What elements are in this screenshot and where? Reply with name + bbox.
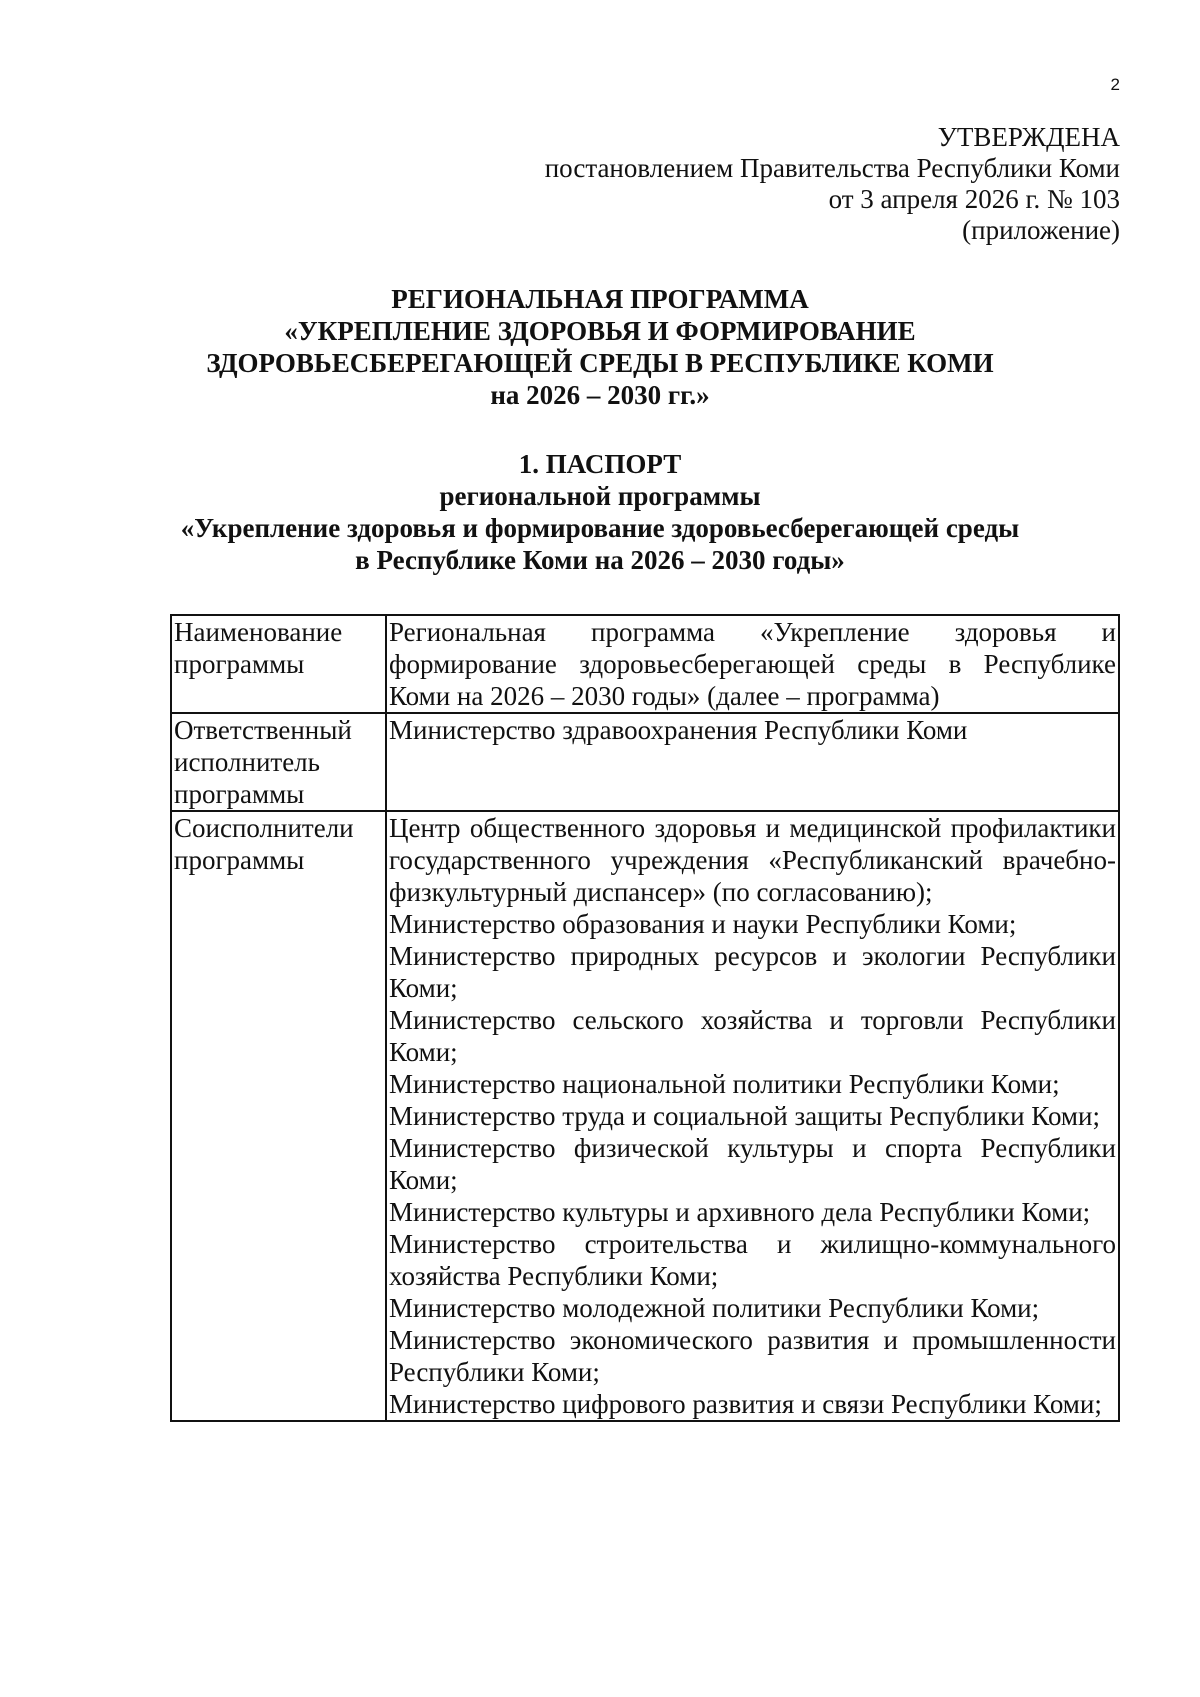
approval-authority: постановлением Правительства Республики Коми — [544, 153, 1120, 183]
coexecutor-item: Министерство образования и науки Республики Коми; — [389, 909, 1017, 939]
coexecutors-list — [386, 811, 1119, 1421]
passport-heading — [120, 448, 1080, 576]
coexecutor-item: Министерство культуры и архивного дела Республики Коми; — [389, 1197, 1091, 1227]
row-label: Наименование программы — [171, 615, 386, 713]
program-title-line: на 2026 – 2030 гг.» — [490, 380, 710, 410]
table-row — [171, 615, 1119, 713]
approval-date-number: от 3 апреля 2026 г. № 103 — [828, 184, 1120, 214]
approval-block — [420, 122, 1120, 246]
coexecutor-item: Министерство национальной политики Республики Коми; — [389, 1069, 1060, 1099]
coexecutor-item: Министерство труда и социальной защиты Республики Коми; — [389, 1101, 1100, 1131]
coexecutor-item: Министерство строительства и жилищно-коммунального хозяйства Республики Коми; — [389, 1229, 1116, 1291]
coexecutor-item: Министерство природных ресурсов и экологии Республики Коми; — [389, 941, 1116, 1003]
passport-section-title: 1. ПАСПОРТ — [518, 449, 682, 479]
program-title-line: «УКРЕПЛЕНИЕ ЗДОРОВЬЯ И ФОРМИРОВАНИЕ — [284, 316, 916, 346]
page-number: 2 — [1110, 75, 1120, 94]
approval-status: УТВЕРЖДЕНА — [937, 122, 1120, 152]
coexecutor-item: Министерство сельского хозяйства и торговли Республики Коми; — [389, 1005, 1116, 1067]
program-title-line: РЕГИОНАЛЬНАЯ ПРОГРАММА — [391, 284, 809, 314]
coexecutor-item: Министерство молодежной политики Республики Коми; — [389, 1293, 1040, 1323]
program-title — [120, 283, 1080, 411]
row-value: Региональная программа «Укрепление здоровья и формирование здоровьесберегающей среды в Республике Коми на 2026 – 2030 годы» (далее – программа) — [386, 615, 1119, 713]
coexecutor-item: Министерство экономического развития и промышленности Республики Коми; — [389, 1325, 1116, 1387]
row-label: Соисполнители программы — [171, 811, 386, 1421]
passport-program-name: «Укрепление здоровья и формирование здоровьесберегающей среды — [180, 513, 1020, 543]
coexecutor-item: Министерство физической культуры и спорта Республики Коми; — [389, 1133, 1116, 1195]
coexecutor-item: Министерство цифрового развития и связи Республики Коми; — [389, 1389, 1102, 1419]
passport-program-name: в Республике Коми на 2026 – 2030 годы» — [355, 545, 845, 575]
row-value: Министерство здравоохранения Республики Коми — [386, 713, 1119, 811]
approval-attachment-note: (приложение) — [962, 215, 1120, 245]
program-title-line: ЗДОРОВЬЕСБЕРЕГАЮЩЕЙ СРЕДЫ В РЕСПУБЛИКЕ КОМИ — [206, 348, 994, 378]
table-row — [171, 713, 1119, 811]
row-label: Ответственный исполнитель программы — [171, 713, 386, 811]
coexecutor-item: Центр общественного здоровья и медицинской профилактики государственного учреждения «Республиканский врачебно-физкультурный диспансер» (по согласованию); — [389, 813, 1116, 907]
passport-subtitle: региональной программы — [439, 481, 761, 511]
passport-table — [170, 614, 1120, 1422]
table-row — [171, 811, 1119, 1421]
